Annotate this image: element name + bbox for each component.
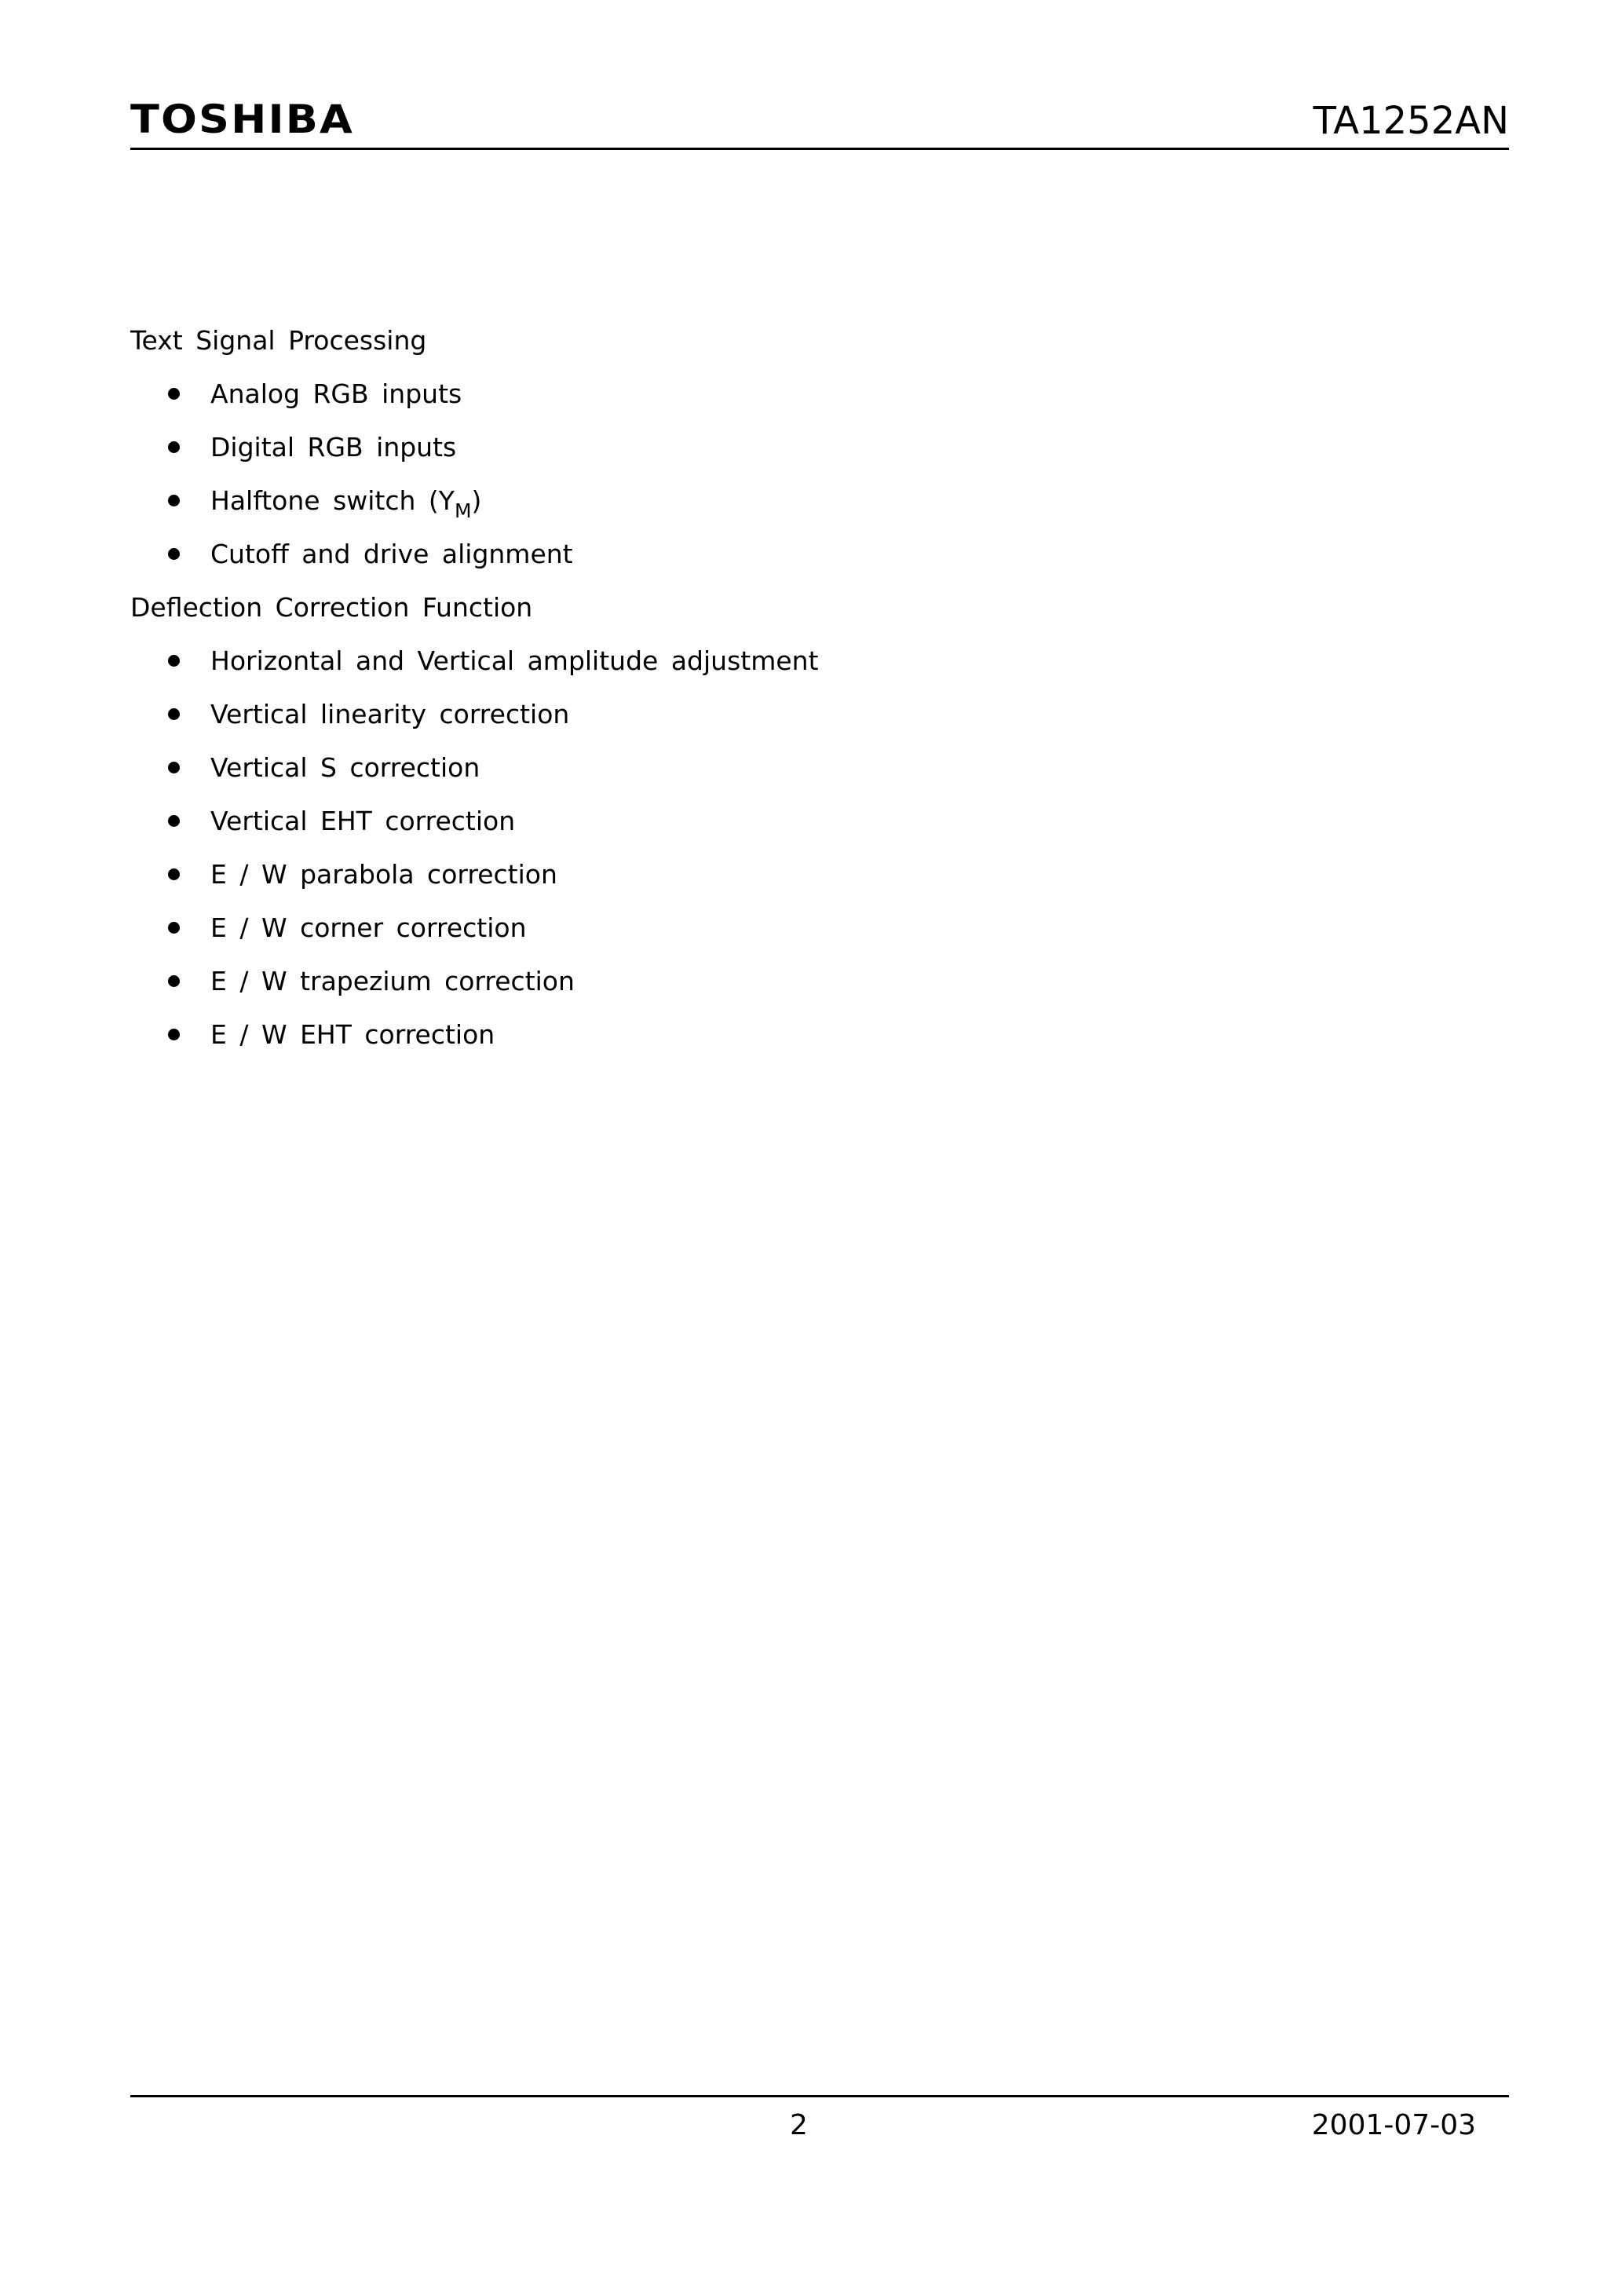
- list-item: [130, 741, 1465, 795]
- feature-label: Vertical EHT correction: [210, 806, 516, 836]
- deflection-feature-list: [130, 634, 1465, 1062]
- list-item: [130, 367, 1465, 421]
- halftone-subscript: M: [454, 499, 472, 522]
- bullet-icon: [168, 548, 180, 560]
- toshiba-logo: TOSHIBA: [130, 97, 355, 142]
- page-number: 2: [790, 2109, 808, 2141]
- page-footer: [130, 2095, 1509, 2144]
- list-item: [130, 901, 1465, 955]
- list-item: [130, 634, 1465, 688]
- feature-label: Digital RGB inputs: [210, 432, 457, 462]
- bullet-icon: [168, 388, 180, 400]
- list-item: [130, 795, 1465, 848]
- bullet-icon: [168, 1029, 180, 1040]
- feature-label: Analog RGB inputs: [210, 378, 462, 409]
- section-heading-deflection: Deflection Correction Function: [130, 592, 533, 623]
- list-item: [130, 688, 1465, 741]
- bullet-icon: [168, 868, 180, 880]
- part-number: TA1252AN: [1313, 99, 1509, 143]
- footer-date: 2001-07-03: [1311, 2109, 1476, 2141]
- feature-label: E / W corner correction: [210, 912, 527, 943]
- bullet-icon: [168, 922, 180, 934]
- list-item: [130, 1008, 1465, 1062]
- list-item: [130, 955, 1465, 1008]
- bullet-icon: [168, 708, 180, 720]
- feature-label: Cutoff and drive alignment: [210, 539, 573, 569]
- page-header: [130, 96, 1509, 150]
- feature-label: Vertical linearity correction: [210, 699, 570, 729]
- bullet-icon: [168, 815, 180, 827]
- bullet-icon: [168, 655, 180, 667]
- feature-label: E / W EHT correction: [210, 1019, 495, 1050]
- list-item: [130, 421, 1465, 474]
- bullet-icon: [168, 975, 180, 987]
- list-item: [130, 848, 1465, 901]
- bullet-icon: [168, 441, 180, 453]
- bullet-icon: [168, 495, 180, 506]
- feature-label: Vertical S correction: [210, 752, 480, 783]
- list-item: [130, 528, 1465, 581]
- section-heading-text-signal: Text Signal Processing: [130, 325, 427, 356]
- feature-label: E / W trapezium correction: [210, 966, 575, 996]
- bullet-icon: [168, 762, 180, 773]
- feature-content: [130, 314, 1465, 1062]
- list-item: [130, 474, 1465, 528]
- feature-label: Horizontal and Vertical amplitude adjustment: [210, 645, 819, 676]
- feature-label: E / W parabola correction: [210, 859, 557, 890]
- text-signal-feature-list: [130, 367, 1465, 581]
- feature-label: Halftone switch (Y: [210, 485, 455, 516]
- halftone-close-paren: ): [471, 485, 482, 516]
